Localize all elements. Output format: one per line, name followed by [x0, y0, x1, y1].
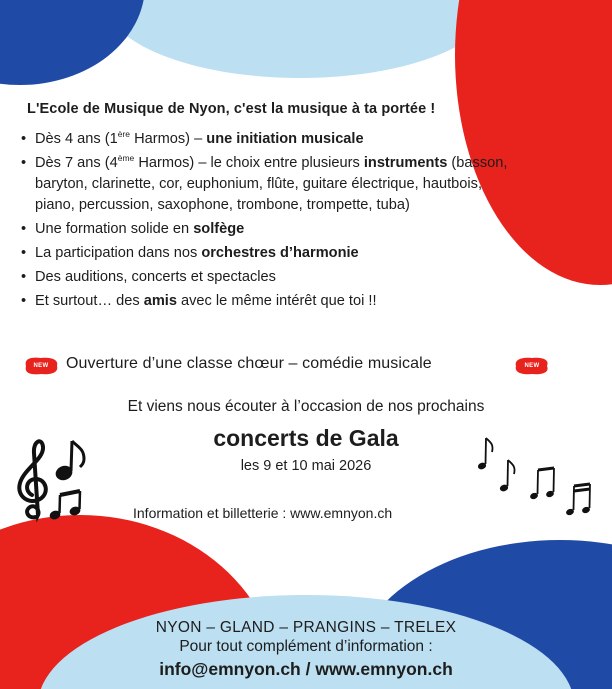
list-item-sup: ère	[117, 129, 131, 139]
list-item-bold: solfège	[193, 221, 245, 237]
gala-dates: les 9 et 10 mai 2026	[240, 458, 372, 474]
new-badge-icon	[22, 356, 60, 376]
footer-contact: info@emnyon.ch / www.emnyon.ch	[159, 659, 453, 679]
list-item	[19, 153, 519, 216]
beamed-notes-icon	[48, 491, 81, 521]
new-badge-label: NEW	[33, 363, 49, 369]
list-item-text: Une formation solide en	[35, 221, 194, 237]
list-item-text: Dès 7 ans (4	[35, 155, 118, 171]
list-item-text: Dès 4 ans (1	[35, 131, 118, 147]
blue-top-left-shape	[0, 0, 145, 85]
list-item-text: avec le même intérêt que toi !!	[176, 293, 377, 309]
ticketing-info: Information et billetterie : www.emnyon.ch	[133, 505, 393, 521]
new-badge-icon	[513, 356, 551, 376]
list-item	[19, 243, 519, 264]
list-item-bold: amis	[143, 293, 177, 309]
treble-clef-icon	[12, 433, 94, 525]
list-item-bold: instruments	[363, 155, 448, 171]
light-blue-top-shape	[105, 0, 495, 78]
sixteenth-notes-icon	[470, 432, 600, 522]
list-item-sup: ème	[117, 153, 135, 163]
list-item-text: Harmos) –	[130, 131, 207, 147]
list-item	[19, 291, 519, 312]
new-badge-label: NEW	[524, 363, 540, 369]
list-item-bold: orchestres d’harmonie	[201, 245, 359, 261]
footer-towns: NYON – GLAND – PRANGINS – TRELEX	[155, 619, 457, 636]
list-item-text: Harmos) – le choix entre plusieurs	[134, 155, 364, 171]
list-item-text: Et surtout… des	[35, 293, 144, 309]
list-item-bold: une initiation musicale	[206, 131, 364, 147]
tagline: L'Ecole de Musique de Nyon, c'est la musique à ta portée !	[27, 101, 436, 117]
list-item	[19, 267, 519, 288]
list-item-text: Des auditions, concerts et spectacles	[35, 269, 276, 285]
gala-invite: Et viens nous écouter à l’occasion de nos prochains	[127, 398, 485, 415]
list-item-text: La participation dans nos	[35, 245, 202, 261]
eighth-note-icon	[54, 441, 84, 482]
list-item	[19, 219, 519, 240]
list-item-text: (basson, baryton, clarinette, cor, euphonium, flûte, guitare électrique, hautbois, piano, percussion, saxophone, trombone, trompette, tuba)	[35, 155, 508, 213]
footer-more-info: Pour tout complément d’information :	[179, 638, 433, 655]
features-list	[19, 129, 519, 315]
gala-title: concerts de Gala	[213, 425, 399, 451]
choir-announcement: Ouverture d’une classe chœur – comédie musicale	[66, 355, 432, 372]
list-item	[19, 129, 519, 150]
